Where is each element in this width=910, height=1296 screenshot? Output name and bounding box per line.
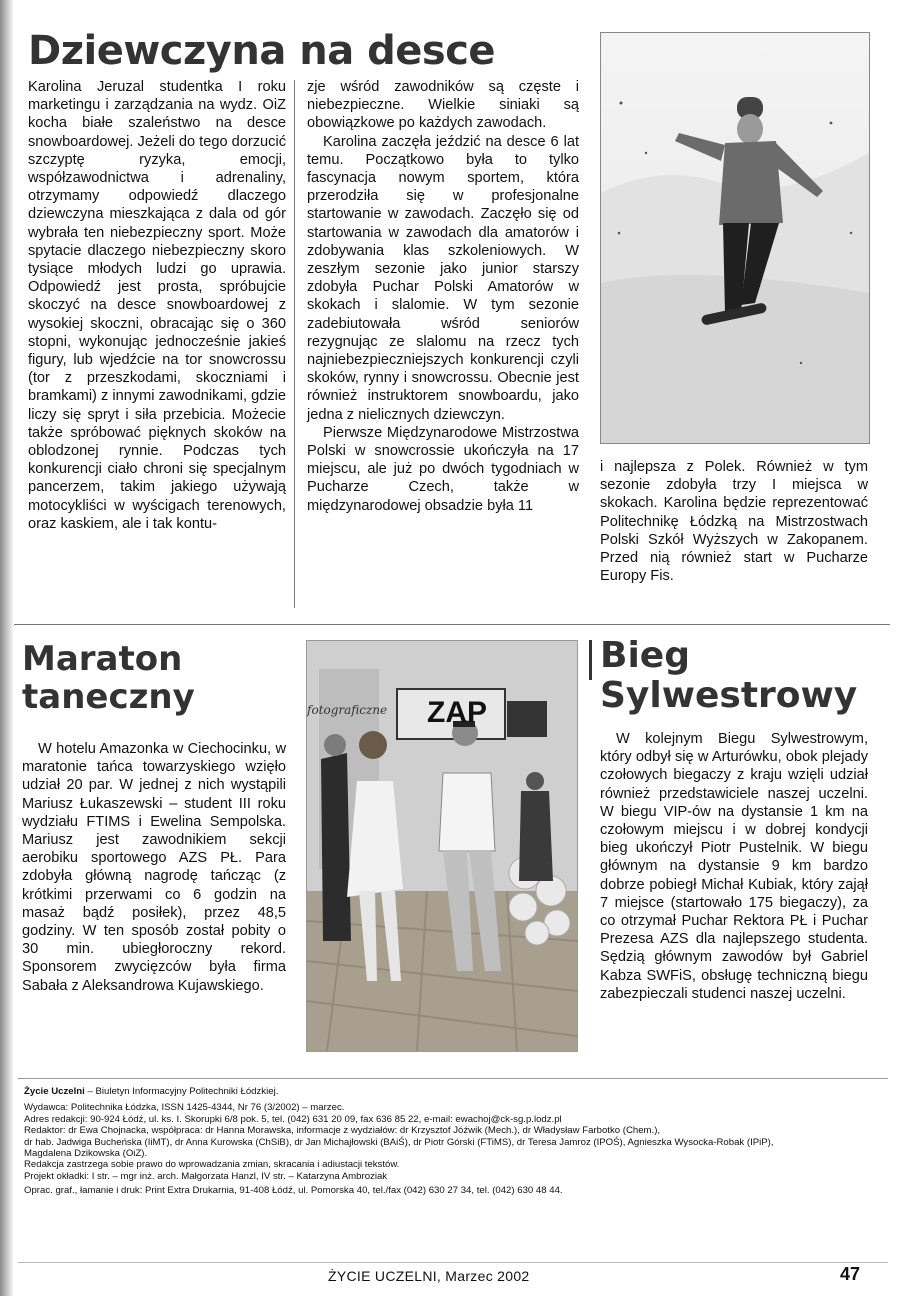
masthead-line: Oprac. graf., łamanie i druk: Print Extra Drukarnia, 91-408 Łódź, ul. Pomorska 40, tel./fax (042) 630 27 34, tel. (042) 630 48 44. (24, 1185, 563, 1197)
article3-title (600, 636, 857, 716)
divider-bottom (18, 1262, 888, 1263)
article2-title-line: Maraton (22, 639, 183, 679)
masthead-subtitle: – Biuletyn Informacyjny Politechniki Łódzkiej. (84, 1086, 279, 1097)
masthead-line (24, 1086, 888, 1097)
masthead-line: Redaktor: dr Ewa Chojnacka, współpraca: dr Hanna Morawska, informacje z wydziałów: dr Krzysztof Jóźwik (Mech.), dr Władysław Farbotko (Chem.), (24, 1125, 661, 1137)
article1-col3 (600, 458, 868, 585)
article2-body (22, 740, 286, 995)
masthead-line: Projekt okładki: I str. – mgr inż. arch. Małgorzata Hanzl, IV str. – Katarzyna Ambroziak (24, 1170, 388, 1182)
article1-col2 (307, 78, 579, 515)
masthead-line: Wydawca: Politechnika Łódzka, ISSN 1425-4344, Nr 76 (3/2002) – marzec. (24, 1102, 345, 1114)
article2-title-line: taneczny (22, 677, 195, 717)
divider-vertical (294, 80, 295, 608)
masthead-line: dr hab. Jadwiga Bucheńska (IiMT), dr Anna Kurowska (ChSiB), dr Jan Michajłowski (BAiŚ), dr Piotr Górski (FTiMS), dr Teresa Jamroz (IPOŚ), Agnieszka Wysocka-Robak (IPiP), (24, 1136, 774, 1148)
masthead-line: Magdalena Dzikowska (OiZ). (24, 1148, 148, 1160)
article3-title-line: Sylwestrowy (600, 675, 858, 716)
article2-title (22, 640, 195, 716)
article1-paragraph: Karolina zaczęła jeździć na desce 6 lat temu. Początkowo była to tylko fascynacja nowym sportem, która przerodziła się w profesjonalne startowanie w zawodach. Zaczęło się od startowania w zawodach dla amatorów i zdobywania klas szkoleniowych. W zeszłym sezonie jako junior starszy zdobyła Puchar Polski Amatorów w skokach i slalomie. W tym sezonie zadebiutowała wśród seniorów rezygnując ze slalomu na rzecz tych najniebezpieczniejszych konkurencji czyli skoków, rynny i snowcrossu. Obecnie jest również instruktorem snowboardu, jako jedna z nielicznych dziewczyn. (307, 133, 579, 423)
photo-sign-right: ZAP (427, 696, 487, 729)
article1-paragraph: i najlepsza z Polek. Również w tym sezonie zdobyła trzy I miejsca w skokach. Karolina będzie reprezentować Politechnikę Łódzką na Mistrzostwach Polski Szkół Wyższych w Zakopanem. Przed nią również start w Pucharze Europy Fis. (600, 459, 868, 585)
photo-sign-left: fotograficzne (307, 703, 388, 717)
article1-paragraph: Pierwsze Międzynarodowe Mistrzostwa Polski w snowcrossie ukończyła na 17 miejscu, ale już po dwóch tygodniach w Pucharze Czech, także w międzynarodowej obsadzie była 11 (307, 424, 579, 514)
dancers-photo (306, 640, 578, 1052)
article1-col1 (28, 78, 286, 533)
divider-vertical-2 (589, 640, 592, 680)
masthead (24, 1086, 888, 1197)
snowboarder-illustration (601, 33, 869, 443)
article2-paragraph: W hotelu Amazonka w Ciechocinku, w maratonie tańca towarzyskiego wzięło udział 20 par. W jednej z nich wystąpili Mariusz Łukaszewski – student III roku wydziału FTIMS i Ewelina Sempolska. Mariusz jest zawodnikiem sekcji aerobiku sportowego AZS PŁ. Para zdobyła główną nagrodę tańcząc (z krótkimi przerwami co 6 godzin na masaż bądź posiłek), przez 48,5 godziny. W ten sposób został pobity o 30 min. ubiegłoroczny rekord. Sponsorem zwycięzców była firma Sabała z Aleksandrowa Kujawskiego. (22, 741, 286, 994)
article1-title: Dziewczyna na desce (28, 28, 496, 74)
masthead-title: Życie Uczelni (24, 1086, 85, 1097)
snowboarder-photo (600, 32, 870, 444)
masthead-line: Adres redakcji: 90-924 Łódź, ul. ks. I. Skorupki 6/8 pok. 5, tel. (042) 631 20 09, fax 636 85 22, e-mail: ewachoj@ck-sg.p.lodz.pl (24, 1113, 562, 1125)
article3-title-line: Bieg (600, 635, 690, 676)
divider-horizontal (14, 624, 890, 625)
divider-footer (18, 1078, 888, 1079)
masthead-line: Redakcja zastrzega sobie prawo do wprowadzania zmian, skracania i adiustacji tekstów. (24, 1159, 400, 1171)
publication-footer: ŻYCIE UCZELNI, Marzec 2002 (328, 1268, 530, 1284)
page-number: 47 (840, 1264, 861, 1284)
article3-body (600, 730, 868, 1003)
scan-edge (0, 0, 14, 1296)
article1-paragraph: zje wśród zawodników są częste i niebezpieczne. Wielkie siniaki są obowiązkowe po każdych zawodach. (307, 79, 579, 132)
article3-paragraph: W kolejnym Biegu Sylwestrowym, który odbył się w Arturówku, obok plejady czołowych biegaczy z kraju wzięli udział również przedstawiciele naszej uczelni. W biegu VIP-ów na dystansie 1 km na czołowym miejscu i w dobrej kondycji bieg ukończył Piotr Pustelnik. W biegu głównym na dystansie 9 km bardzo dobrze pobiegł Michał Kubiak, który zajął 7 miejsce (startowało 175 biegaczy), za co otrzymał Puchar Rektora PŁ i Puchar Prezesa AZS dla najlepszego studenta. Sędzią głównym zawodów był Gabriel Kabza SWFiS, obsługę techniczną biegu zabezpieczali studenci naszej uczelni. (600, 731, 868, 1002)
article1-paragraph: Karolina Jeruzal studentka I roku marketingu i zarządzania na wydz. OiZ kocha białe szaleństwo na desce snowboardowej. Jeżeli do tego dorzucić szczyptę ryzyka, emocji, współzawodnictwa i adrenaliny, otrzymamy odpowiedź dlaczego dziewczyna mieszkająca z dala od gór wybrała ten niebezpieczny sport. Może spytacie dlaczego niebezpieczny skoro tysiące młodych ludzi go uprawia. Odpowiedź jest prosta, spróbujcie skoczyć na desce snowboardowej z wysokiej skoczni, obracając się o 360 stopni, wykonując jednocześnie jakieś figury, lub wjedźcie na tor snowcrossu (tor z przeszkodami, skoczniami i bramkami) z innymi zawodnikami, gdzie liczy się spryt i siła przebicia. Możecie także spróbować pięknych skoków na oblodzonej rynnie. Podczas tych konkurencji ciało chroni się specjalnym pancerzem, takim jakiego używają motocykliści w wyścigach terenowych, oraz kaskiem, ale i tak kontu- (28, 79, 286, 532)
